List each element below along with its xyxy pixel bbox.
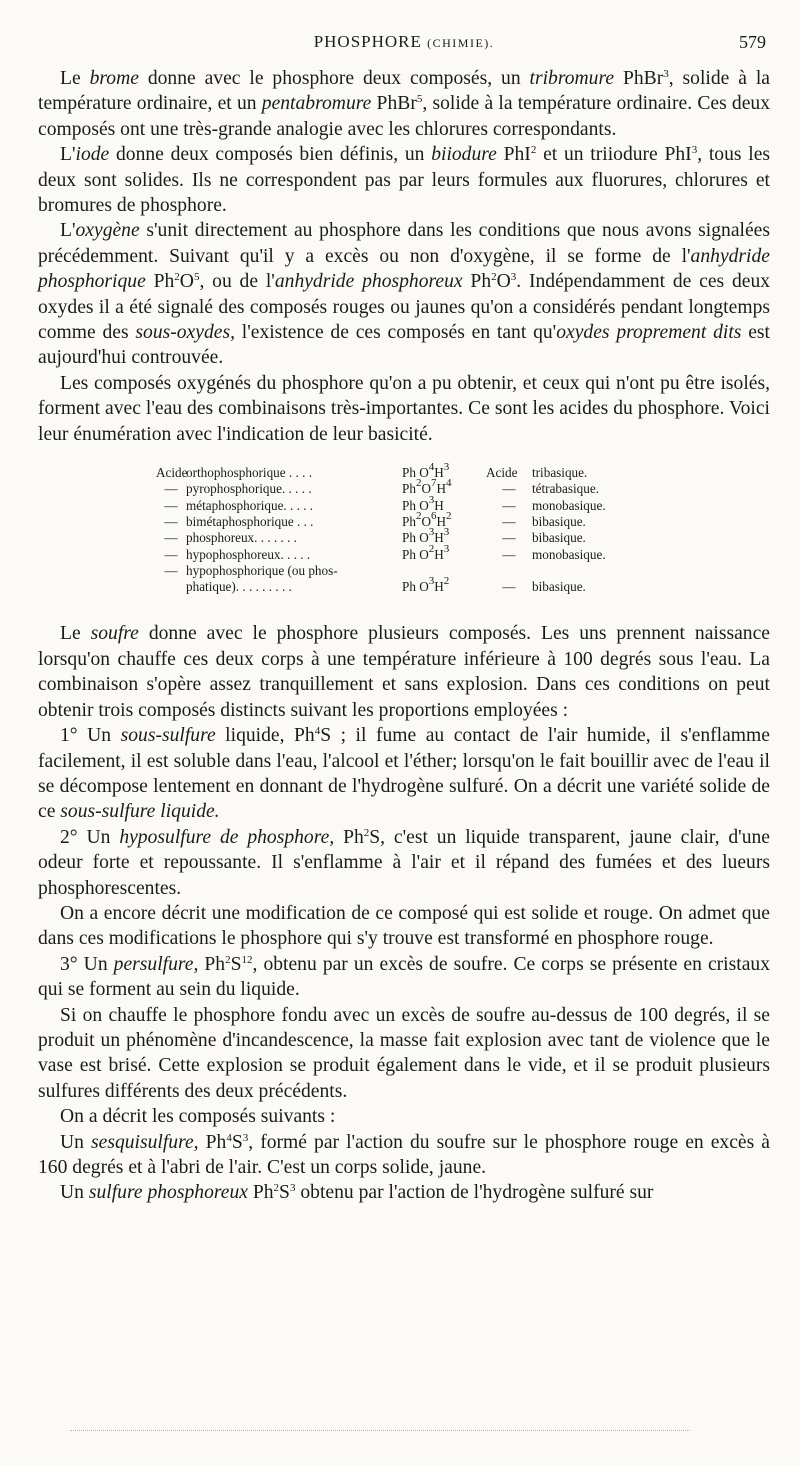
table-row: Acideorthophosphorique . . . . Ph $O^4H^3$ Acide tribasique.	[156, 461, 588, 481]
document-page	[38, 30, 770, 1206]
paragraph-sesquisulfure: Un sesquisulfure, $Ph^4S^3$, formé par l'action du soufre sur le phosphore rouge en excès à 160 degrés et à l'abri de l'air. C'est un corps solide, jaune.	[38, 1131, 770, 1178]
paragraph-item-1: 1° Un sous-sulfure liquide, Ph$^4$S ; il fume au contact de l'air humide, il s'enflamme facilement, il est soluble dans l'eau, l'alcool et l'éther; lorsqu'on le fait bouillir avec de l'eau il se décompose lentement en donnant de l'hydrogène sulfuré. On a décrit une variété solide de ce sous-sulfure liquide.	[38, 725, 770, 823]
table-row: — hypophosphorique (ou phos- phatique). . . . . . . . . Ph $O^3H^2$ — bibasique.	[164, 562, 586, 595]
table-row: — phosphoreux. . . . . . . Ph $O^3H^3$ — bibasique.	[164, 526, 586, 546]
paragraph-brome: Le brome donne avec le phosphore deux composés, un tribromure PhBr$^3$, solide à la température ordinaire, et un pentabromure PhBr$^5$, solide à la température ordinaire. Ces deux composés ont une très-grande analogie avec les chlorures correspondants.	[38, 68, 771, 140]
paragraph-acides: Les composés oxygénés du phosphore qu'on a pu obtenir, et ceux qui n'ont pu être isolés, forment avec l'eau des combinaisons très-importantes. Ce sont les acides du phosphore. Voici leur énumération avec l'indication de leur basicité.	[38, 372, 770, 445]
running-header	[38, 30, 770, 60]
page-number: 579	[739, 32, 766, 52]
page-bottom-rule	[70, 1430, 690, 1435]
paragraph-item-3: 3° Un persulfure, $Ph^2S^{12}$, obtenu par un excès de soufre. Ce corps se présente en cristaux qui se forment au sein du liquide.	[38, 953, 770, 1001]
acid-table	[156, 461, 606, 595]
paragraph-oxygene: L'oxygène s'unit directement au phosphore dans les conditions que nous avons signalées précédemment. Suivant qu'il y a excès ou non d'oxygène, il se forme de l'anhydride phosphorique $Ph^2O^5$, ou de l'anhydride phosphoreux $Ph^2O^3$. Indépendamment de ces deux oxydes il a été signalé des composés rouges ou jaunes qu'on a considérés pendant longtemps comme des sous-oxydes, l'existence de ces composés en tant qu'oxydes proprement dits est aujourd'hui controuvée.	[38, 220, 771, 369]
paragraph-decrit: On a décrit les composés suivants :	[60, 1106, 336, 1128]
paragraph-sulfure-phosphoreux: Un sulfure phosphoreux $Ph^2S^3$ obtenu par l'action de l'hydrogène sulfuré sur	[60, 1182, 654, 1204]
paragraph-soufre: Le soufre donne avec le phosphore plusieurs composés. Les uns prennent naissance lorsqu'on chauffe ces deux corps à une température inférieure à 100 degrés sous l'eau. La combinaison s'opère assez tranquillement et sans explosion. Dans ces conditions on peut obtenir trois composés distincts suivant les proportions employées :	[38, 623, 770, 721]
table-row: — bimétaphosphorique . . . $Ph^2O^6H^2$ — bibasique.	[164, 509, 586, 529]
table-row: — métaphosphorique. . . . . Ph $O^3H$ — monobasique.	[164, 493, 606, 513]
paragraph-iode: L'iode donne deux composés bien définis, un biiodure PhI$^2$ et un triiodure PhI$^3$, tous les deux sont solides. Ils ne correspondent pas par leurs formules aux fluorures, chlorures et bromures de phosphore.	[38, 144, 771, 217]
table-row: — pyrophosphorique. . . . . $Ph^2O^7H^4$ — tétrabasique.	[164, 477, 600, 497]
paragraph-item-2: 2° Un hyposulfure de phosphore, Ph$^2$S, c'est un liquide transparent, jaune clair, d'une odeur forte et repoussante. Il s'enflamme à l'air et il répand des fumées et des lueurs phosphorescentes.	[38, 826, 771, 899]
spacer	[38, 595, 770, 621]
paragraph-chauffe: Si on chauffe le phosphore fondu avec un excès de soufre au-dessus de 100 degrés, il se produit un phénomène d'incandescence, la masse fait explosion avec tant de violence que le vase est brisé. Cette explosion se produit également dans le vide, et il se produit plusieurs sulfures différents des deux précédents.	[38, 1004, 770, 1102]
table-row: — hypophosphoreux. . . . . Ph $O^2H^3$ — monobasique.	[164, 542, 606, 562]
paragraph-modification: On a encore décrit une modification de ce composé qui est solide et rouge. On admet que dans ces modifications le phosphore qui s'y trouve est transformé en phosphore rouge.	[38, 902, 770, 950]
header-title: PHOSPHORE (CHIMIE).	[313, 32, 495, 51]
